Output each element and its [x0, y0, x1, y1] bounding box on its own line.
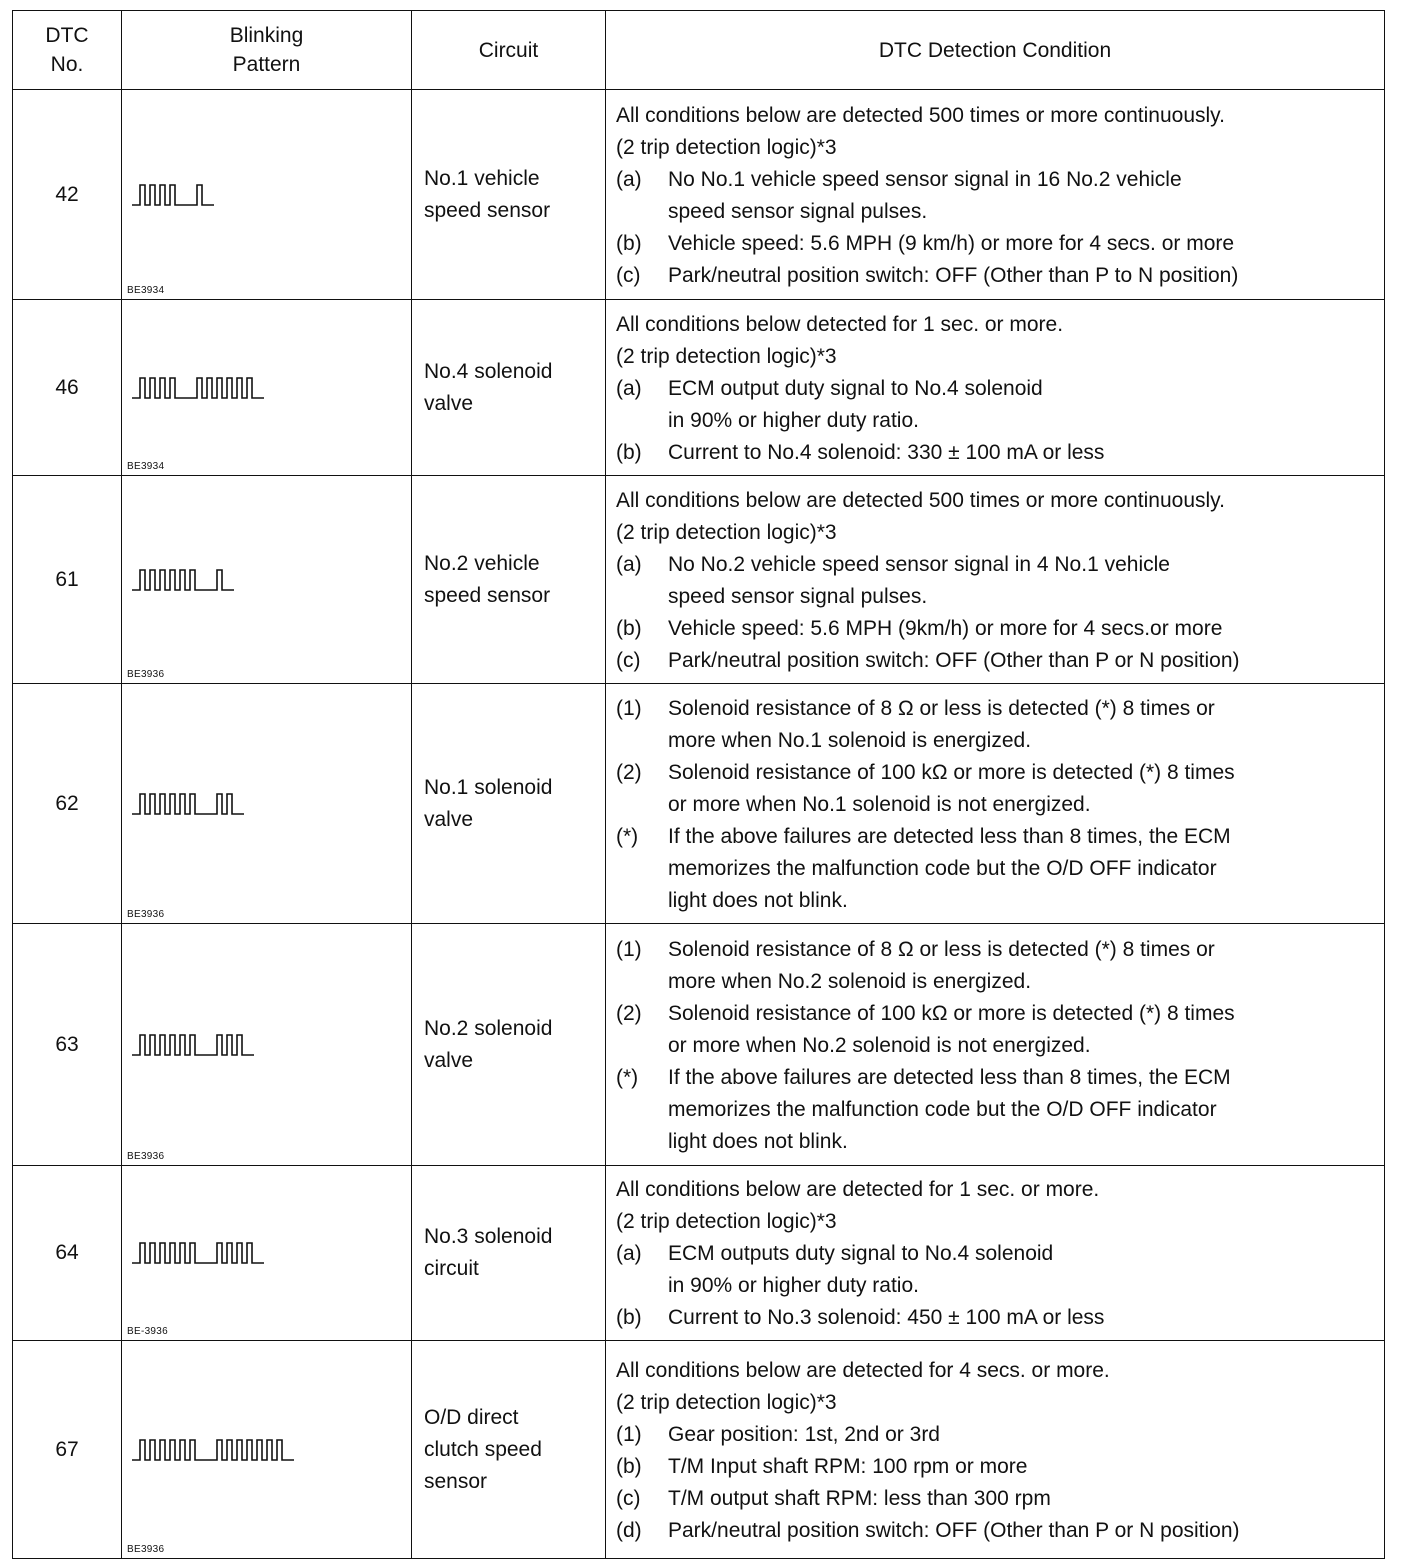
condition-intro: All conditions below are detected for 4 secs. or more. [616, 1358, 1110, 1382]
condition-intro: All conditions below detected for 1 sec. or more. [616, 312, 1064, 336]
circuit-line: valve [424, 807, 474, 831]
table-row [13, 300, 1385, 476]
figure-reference: BE-3936 [127, 1326, 169, 1337]
condition-cell [606, 684, 1385, 924]
condition-cell [606, 1341, 1385, 1559]
blinking-pattern-waveform [128, 1229, 398, 1277]
circuit-line: valve [424, 391, 474, 415]
condition-marker: (c) [616, 263, 641, 287]
circuit-line: No.1 solenoid [424, 775, 553, 799]
condition-item [616, 228, 1376, 260]
blinking-pattern-waveform [128, 1426, 398, 1474]
circuit-cell [412, 476, 606, 684]
header-blinking-pattern: Blinking Pattern [122, 11, 412, 90]
condition-cell [606, 90, 1385, 300]
circuit-line: No.1 vehicle [424, 166, 540, 190]
condition-intro: (2 trip detection logic)*3 [616, 135, 837, 159]
blinking-pattern-waveform [128, 556, 398, 604]
condition-text [668, 1483, 1376, 1515]
condition-intro: (2 trip detection logic)*3 [616, 344, 837, 368]
condition-intro: (2 trip detection logic)*3 [616, 520, 837, 544]
condition-intro: (2 trip detection logic)*3 [616, 1210, 837, 1233]
condition-marker: (a) [616, 376, 642, 400]
condition-text [668, 693, 1376, 757]
dtc-number: 63 [13, 924, 122, 1166]
condition-marker: (*) [616, 1065, 639, 1089]
condition-item [616, 373, 1376, 437]
circuit-line: circuit [424, 1257, 479, 1280]
circuit-cell [412, 90, 606, 300]
condition-line: Solenoid resistance of 8 Ω or less is detected (*) 8 times or [668, 937, 1215, 961]
condition-marker: (b) [616, 1306, 642, 1329]
dtc-number: 64 [13, 1166, 122, 1341]
condition-marker: (b) [616, 1454, 642, 1478]
table-row [13, 1341, 1385, 1559]
table-row [13, 924, 1385, 1166]
figure-reference: BE3936 [127, 669, 165, 680]
waveform-line [132, 378, 264, 398]
condition-line: ECM output duty signal to No.4 solenoid [668, 376, 1043, 400]
condition-text [668, 260, 1376, 292]
waveform-line [132, 1243, 264, 1263]
condition-line: in 90% or higher duty ratio. [668, 1274, 919, 1297]
dtc-table-page [12, 10, 1384, 1559]
condition-line: Current to No.3 solenoid: 450 ± 100 mA or less [668, 1306, 1105, 1329]
condition-marker: (b) [616, 440, 642, 464]
condition-line: speed sensor signal pulses. [668, 584, 928, 608]
condition-line: or more when No.2 solenoid is not energized. [668, 1033, 1091, 1057]
condition-intro: All conditions below are detected 500 times or more continuously. [616, 103, 1225, 127]
condition-text [668, 373, 1376, 437]
condition-line: memorizes the malfunction code but the O/D OFF indicator [668, 856, 1217, 880]
condition-item [616, 1451, 1376, 1483]
condition-line: more when No.2 solenoid is energized. [668, 969, 1032, 993]
condition-line: No No.1 vehicle speed sensor signal in 16 No.2 vehicle [668, 167, 1182, 191]
condition-text [668, 934, 1376, 998]
condition-text [668, 1062, 1376, 1158]
condition-text [668, 228, 1376, 260]
condition-text [668, 1515, 1376, 1547]
circuit-line: speed sensor [424, 198, 551, 222]
condition-marker: (1) [616, 696, 642, 720]
condition-line: more when No.1 solenoid is energized. [668, 728, 1032, 752]
condition-line: Current to No.4 solenoid: 330 ± 100 mA or less [668, 440, 1105, 464]
table-row [13, 684, 1385, 924]
condition-line: memorizes the malfunction code but the O/D OFF indicator [668, 1097, 1217, 1121]
circuit-line: No.3 solenoid [424, 1225, 553, 1248]
condition-text [668, 549, 1376, 613]
condition-text [668, 1419, 1376, 1451]
blinking-pattern-cell [122, 90, 412, 300]
condition-marker: (a) [616, 167, 642, 191]
condition-item [616, 998, 1376, 1062]
condition-line: T/M output shaft RPM: less than 300 rpm [668, 1486, 1051, 1510]
blinking-pattern-waveform [128, 780, 398, 828]
condition-line: Solenoid resistance of 100 kΩ or more is detected (*) 8 times [668, 1001, 1235, 1025]
blinking-pattern-waveform [128, 364, 398, 412]
condition-text [668, 1302, 1376, 1334]
condition-line: If the above failures are detected less than 8 times, the ECM [668, 1065, 1231, 1089]
condition-marker: (a) [616, 1242, 642, 1265]
condition-item [616, 549, 1376, 613]
condition-marker: (b) [616, 616, 642, 640]
condition-line: in 90% or higher duty ratio. [668, 408, 919, 432]
circuit-line: clutch speed [424, 1437, 542, 1461]
dtc-number: 42 [13, 90, 122, 300]
header-dtc-no: DTC No. [13, 11, 122, 90]
dtc-number: 46 [13, 300, 122, 476]
header-row [13, 11, 1385, 90]
blinking-pattern-cell [122, 300, 412, 476]
circuit-line: speed sensor [424, 583, 551, 607]
waveform-line [132, 794, 244, 814]
circuit-cell [412, 924, 606, 1166]
condition-text [668, 821, 1376, 917]
blinking-pattern-waveform [128, 1021, 398, 1069]
condition-marker: (2) [616, 1001, 642, 1025]
condition-cell [606, 1166, 1385, 1341]
condition-marker: (a) [616, 552, 642, 576]
blinking-pattern-cell [122, 684, 412, 924]
condition-text [668, 613, 1376, 645]
circuit-cell [412, 684, 606, 924]
condition-item [616, 934, 1376, 998]
condition-line: light does not blink. [668, 1129, 848, 1153]
waveform-line [132, 1440, 294, 1460]
circuit-line: O/D direct [424, 1405, 519, 1429]
figure-reference: BE3934 [127, 461, 165, 472]
waveform-line [132, 1035, 254, 1055]
condition-marker: (*) [616, 824, 639, 848]
condition-cell [606, 924, 1385, 1166]
condition-text [668, 757, 1376, 821]
condition-marker: (1) [616, 937, 642, 961]
circuit-line: No.4 solenoid [424, 359, 553, 383]
condition-line: No No.2 vehicle speed sensor signal in 4 No.1 vehicle [668, 552, 1170, 576]
table-row [13, 1166, 1385, 1341]
condition-line: Park/neutral position switch: OFF (Other than P to N position) [668, 263, 1239, 287]
condition-marker: (1) [616, 1422, 642, 1446]
condition-line: ECM outputs duty signal to No.4 solenoid [668, 1242, 1054, 1265]
circuit-cell [412, 300, 606, 476]
waveform-line [132, 185, 214, 205]
blinking-pattern-waveform [128, 171, 398, 219]
condition-line: Vehicle speed: 5.6 MPH (9 km/h) or more for 4 secs. or more [668, 231, 1235, 255]
condition-item [616, 1515, 1376, 1547]
condition-marker: (d) [616, 1518, 642, 1542]
condition-text [668, 1238, 1376, 1302]
condition-item [616, 693, 1376, 757]
condition-cell [606, 300, 1385, 476]
figure-reference: BE3934 [127, 285, 165, 296]
dtc-table-body [13, 90, 1385, 1559]
condition-line: or more when No.1 solenoid is not energized. [668, 792, 1091, 816]
condition-item [616, 1419, 1376, 1451]
dtc-table [12, 10, 1385, 1559]
condition-text [668, 1451, 1376, 1483]
condition-item [616, 1302, 1376, 1334]
circuit-line: No.2 solenoid [424, 1016, 553, 1040]
blinking-pattern-cell [122, 924, 412, 1166]
condition-marker: (2) [616, 760, 642, 784]
condition-line: Park/neutral position switch: OFF (Other than P or N position) [668, 1518, 1240, 1542]
waveform-line [132, 570, 234, 590]
condition-item [616, 260, 1376, 292]
figure-reference: BE3936 [127, 1544, 165, 1555]
circuit-cell [412, 1341, 606, 1559]
condition-text [668, 164, 1376, 228]
condition-item [616, 821, 1376, 917]
condition-text [668, 437, 1376, 469]
blinking-pattern-cell [122, 1166, 412, 1341]
condition-marker: (c) [616, 648, 641, 672]
condition-marker: (c) [616, 1486, 641, 1510]
circuit-line: sensor [424, 1469, 488, 1493]
table-row [13, 476, 1385, 684]
condition-item [616, 757, 1376, 821]
condition-line: Vehicle speed: 5.6 MPH (9km/h) or more for 4 secs.or more [668, 616, 1223, 640]
condition-intro: All conditions below are detected for 1 sec. or more. [616, 1178, 1100, 1201]
condition-marker: (b) [616, 231, 642, 255]
condition-item [616, 1062, 1376, 1158]
dtc-number: 62 [13, 684, 122, 924]
header-condition: DTC Detection Condition [606, 11, 1385, 90]
condition-text [668, 645, 1376, 677]
condition-item [616, 437, 1376, 469]
condition-line: speed sensor signal pulses. [668, 199, 928, 223]
condition-item [616, 164, 1376, 228]
condition-line: Park/neutral position switch: OFF (Other than P or N position) [668, 648, 1240, 672]
circuit-cell [412, 1166, 606, 1341]
dtc-number: 61 [13, 476, 122, 684]
header-circuit: Circuit [412, 11, 606, 90]
figure-reference: BE3936 [127, 1151, 165, 1162]
circuit-line: valve [424, 1048, 474, 1072]
condition-line: Solenoid resistance of 100 kΩ or more is detected (*) 8 times [668, 760, 1235, 784]
condition-line: light does not blink. [668, 888, 848, 912]
condition-text [668, 998, 1376, 1062]
circuit-line: No.2 vehicle [424, 551, 540, 575]
condition-intro: All conditions below are detected 500 times or more continuously. [616, 488, 1225, 512]
condition-line: Gear position: 1st, 2nd or 3rd [668, 1422, 940, 1446]
condition-intro: (2 trip detection logic)*3 [616, 1390, 837, 1414]
condition-item [616, 645, 1376, 677]
condition-line: If the above failures are detected less than 8 times, the ECM [668, 824, 1231, 848]
blinking-pattern-cell [122, 476, 412, 684]
condition-line: Solenoid resistance of 8 Ω or less is detected (*) 8 times or [668, 696, 1215, 720]
condition-cell [606, 476, 1385, 684]
blinking-pattern-cell [122, 1341, 412, 1559]
figure-reference: BE3936 [127, 909, 165, 920]
table-row [13, 90, 1385, 300]
condition-item [616, 1238, 1376, 1302]
condition-item [616, 1483, 1376, 1515]
condition-item [616, 613, 1376, 645]
condition-line: T/M Input shaft RPM: 100 rpm or more [668, 1454, 1028, 1478]
dtc-number: 67 [13, 1341, 122, 1559]
